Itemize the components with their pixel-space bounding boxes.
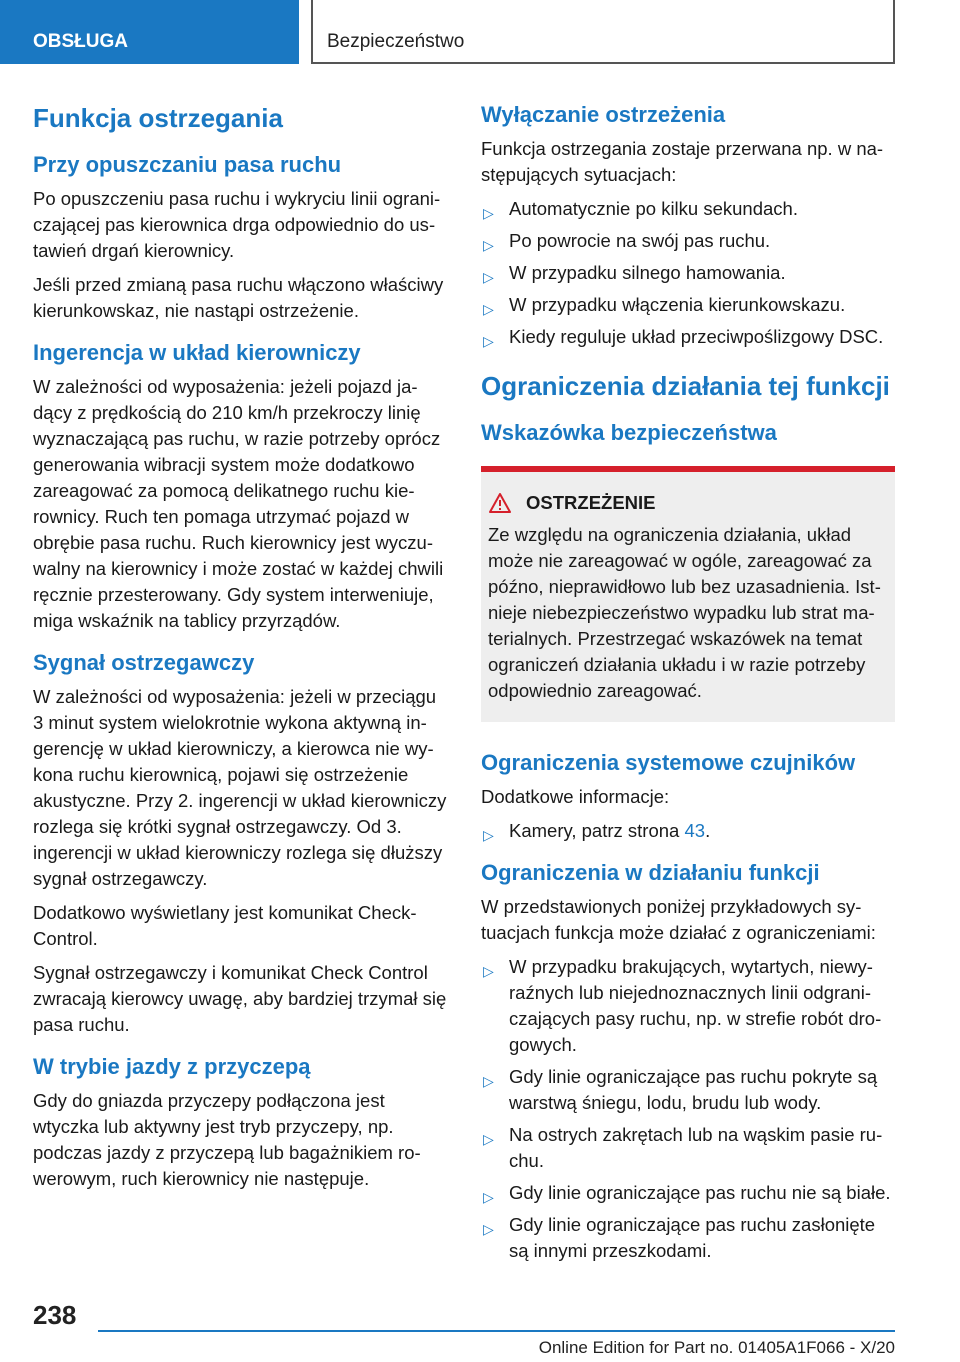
bullet-list-function-limits: [481, 954, 895, 1264]
paragraph: W przedstawionych poniżej przykładowych sytuacjach funkcja może działać z ograniczeniami:: [481, 896, 876, 943]
triangle-bullet-icon: ▷: [483, 301, 494, 317]
heading-safety-note: Wskazówka bezpieczeństwa: [481, 420, 777, 445]
warning-title-row: [488, 490, 888, 516]
list-item: ▷ Kiedy reguluje układ przeciwpoślizgowy DSC.: [481, 324, 895, 350]
list-item: ▷ Kamery, patrz strona 43.: [481, 818, 895, 844]
triangle-bullet-icon: ▷: [483, 963, 494, 979]
warning-text: Ze względu na ograniczenia działania, układ może nie zareagować w ogóle, zareagować za późno, nieprawidłowo lub bez uzasadnienia. Istnieje niebezpieczeństwo wypadku lub strat materialnych. Przestrzegać wskazówek na temat ograniczeń działania układu i w razie potrzeby odpowiednio zareagować.: [488, 524, 881, 701]
paragraph: W zależności od wyposażenia: jeżeli w przeciągu 3 minut system wielokrotnie wykona aktywną ingerencję w układ kierowniczy, a kierowca nie wykona ruchu kierownicą, pojawi się ostrzeżenie akustyczne. Przy 2. ingerencji w układ kierowniczy rozlega się krótki sygnał ostrzegawczy. Od 3. ingerencji w układ kierowniczy rozlega się dłuższy sygnał ostrzegawczy.: [33, 686, 447, 889]
header-subsection-label: Bezpieczeństwo: [327, 31, 465, 52]
footer-edition: Online Edition for Part no. 01405A1F066 - X/20: [538, 1338, 895, 1357]
paragraph: W zależności od wyposażenia: jeżeli pojazd jadący z prędkością do 210 km/h przekroczy linię wyznaczającą pas ruchu, w razie potrzeby oprócz generowania wibracji system może dodatkowo zareagować za pomocą delikatnego ruchu kierownicy. Ruch ten pomaga utrzymać pojazd w obrębie pasa ruchu. Ruch kierownicy jest wyczuwalny na kierownicy i może zostać w każdej chwili ręcznie przesterowany. Gdy system interweniuje, miga wskaźnik na tablicy przyrządów.: [33, 376, 444, 631]
paragraph: Po opuszczeniu pasa ruchu i wykryciu linii ograniczającej pas kierownica drga odpowiednio do ustawień drgań kierownicy.: [33, 188, 441, 261]
paragraph: Gdy do gniazda przyczepy podłączona jest wtyczka lub aktywny jest tryb przyczepy, np. podczas jazdy z przyczepą lub bagażnikiem rowerowym, ruch kierownicy nie następuje.: [33, 1090, 421, 1189]
paragraph: Funkcja ostrzegania zostaje przerwana np. w następujących sytuacjach:: [481, 138, 884, 185]
heading-trailer-mode: W trybie jazdy z przyczepą: [33, 1054, 311, 1079]
triangle-bullet-icon: ▷: [483, 1189, 494, 1205]
triangle-bullet-icon: ▷: [483, 237, 494, 253]
list-item: ▷ Automatycznie po kilku sekundach.: [481, 196, 895, 222]
list-item: ▷ Po powrocie na swój pas ruchu.: [481, 228, 895, 254]
header-subsection-tab: [311, 0, 895, 64]
list-item: ▷ Na ostrych zakrętach lub na wąskim pasie ruchu.: [483, 1124, 883, 1171]
section-title-limitations: Ograniczenia działania tej funkcji: [481, 371, 890, 401]
warning-box: [481, 466, 895, 722]
footer-divider: [98, 1330, 895, 1332]
section-title-warning-function: Funkcja ostrzegania: [33, 103, 283, 133]
triangle-bullet-icon: ▷: [483, 333, 494, 349]
triangle-bullet-icon: ▷: [483, 205, 494, 221]
list-item: ▷ W przypadku włączenia kierunkowskazu.: [481, 292, 895, 318]
list-item: ▷ Gdy linie ograniczające pas ruchu nie są białe.: [481, 1180, 895, 1206]
paragraph: Jeśli przed zmianą pasa ruchu włączono właściwy kierunkowskaz, nie nastąpi ostrzeżenie.: [33, 274, 444, 321]
bullet-list-warning-off: [481, 196, 895, 350]
paragraph: Sygnał ostrzegawczy i komunikat Check Control zwracają kierowcy uwagę, aby bardziej trzymał się pasa ruchu.: [33, 962, 447, 1035]
heading-steering-intervention: Ingerencja w układ kierowniczy: [33, 340, 361, 365]
triangle-bullet-icon: ▷: [483, 269, 494, 285]
page-number: 238: [33, 1300, 77, 1330]
heading-warning-off: Wyłączanie ostrzeżenia: [481, 102, 726, 127]
heading-sensor-limits: Ograniczenia systemowe czujników: [481, 750, 856, 775]
triangle-bullet-icon: ▷: [483, 1073, 494, 1089]
triangle-bullet-icon: ▷: [483, 1221, 494, 1237]
left-column: [33, 100, 449, 1200]
bullet-list-sensors: [481, 818, 895, 844]
triangle-bullet-icon: ▷: [483, 827, 494, 843]
heading-function-limits: Ograniczenia w działaniu funkcji: [481, 860, 820, 885]
warning-title: OSTRZEŻENIE: [526, 492, 656, 513]
list-item: ▷ Gdy linie ograniczające pas ruchu pokryte są warstwą śniegu, lodu, brudu lub wody.: [483, 1066, 878, 1113]
list-item: ▷ W przypadku silnego hamowania.: [481, 260, 895, 286]
paragraph: Dodatkowo wyświetlany jest komunikat Check-Control.: [33, 902, 417, 949]
warning-triangle-icon: [488, 492, 512, 514]
right-column: [481, 100, 895, 1272]
heading-warning-signal: Sygnał ostrzegawczy: [33, 650, 255, 675]
paragraph: Dodatkowe informacje:: [481, 786, 670, 807]
list-item: ▷ Gdy linie ograniczające pas ruchu zasłonięte są innymi przeszkodami.: [483, 1214, 876, 1261]
triangle-bullet-icon: ▷: [483, 1131, 494, 1147]
header-section-label: OBSŁUGA: [33, 31, 128, 52]
list-item: ▷ W przypadku brakujących, wytartych, niewyraźnych lub niejednoznacznych linii odgraniczających pasy ruchu, np. w strefie robót drogowych.: [483, 956, 882, 1055]
header-section-tab: [0, 0, 299, 64]
heading-lane-departure: Przy opuszczaniu pasa ruchu: [33, 152, 342, 177]
page-link-43[interactable]: 43: [684, 820, 706, 841]
